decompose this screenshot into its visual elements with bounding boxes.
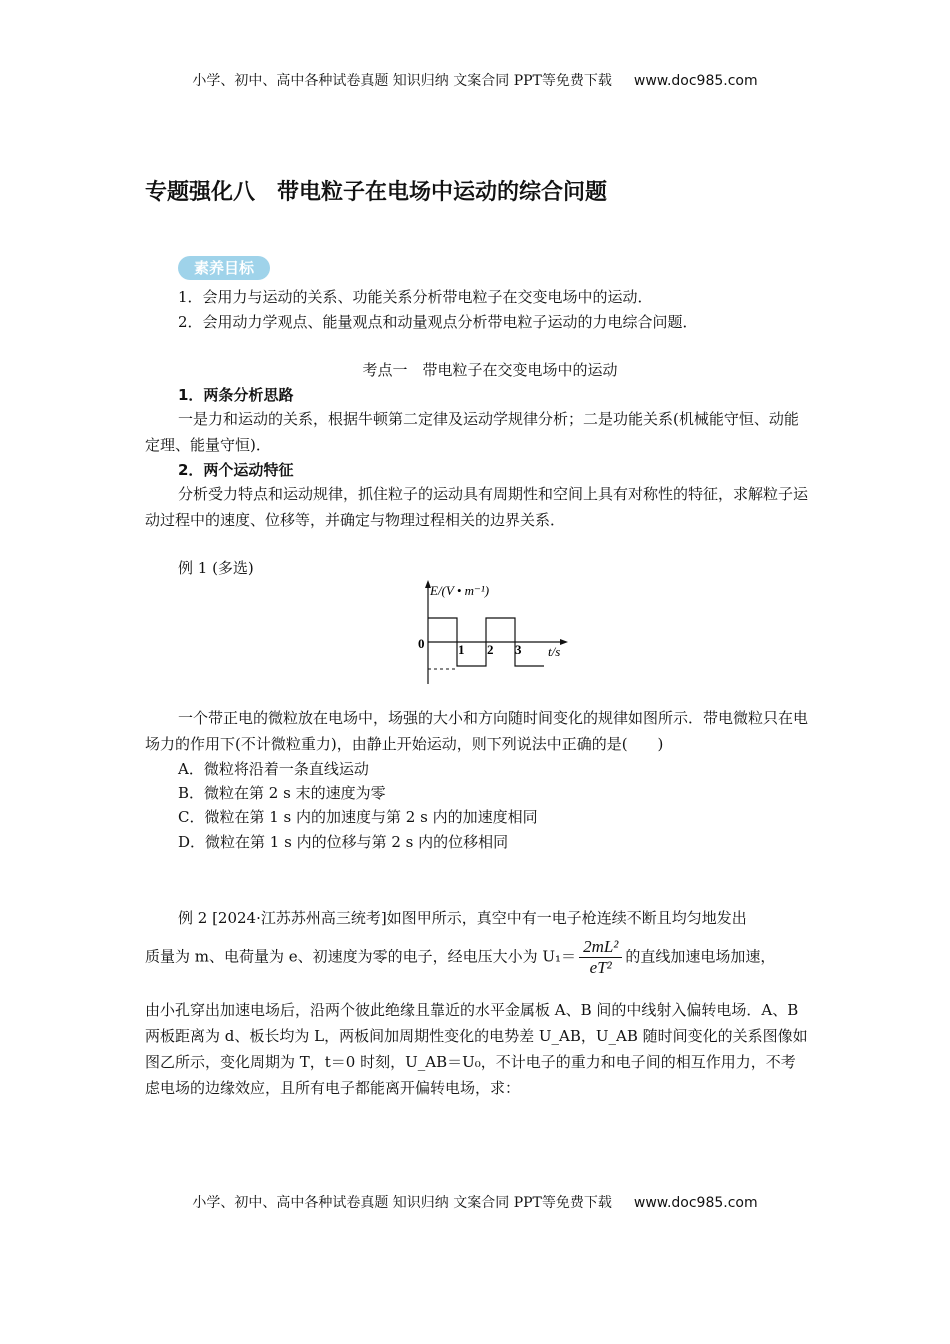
example2-line2-after: 的直线加速电场加速，: [625, 947, 776, 966]
origin-label: 0: [418, 636, 425, 651]
tick-label-3: 3: [515, 642, 522, 657]
page-title: 专题强化八 带电粒子在电场中运动的综合问题: [145, 180, 608, 205]
example1-stem: 一个带正电的微粒放在电场中，场强的大小和方向随时间变化的规律如图所示．带电微粒只在电场力的作用下(不计微粒重力)，由静止开始运动，则下列说法中正确的是( ): [145, 709, 809, 753]
sub1-heading: 1．两条分析思路: [178, 386, 294, 404]
example2-line2-before: 质量为 m、电荷量为 e、初速度为零的电子，经电压大小为 U₁＝: [145, 947, 577, 966]
goal-2: 2．会用动力学观点、能量观点和动量观点分析带电粒子运动的力电综合问题．: [178, 313, 698, 331]
option-d: D．微粒在第 1 s 内的位移与第 2 s 内的位移相同: [178, 833, 509, 851]
example2-line2: [145, 937, 775, 978]
sub1-body: 一是力和运动的关系，根据牛顿第二定律及运动学规律分析；二是功能关系(机械能守恒、动能定理、能量守恒)．: [145, 410, 799, 454]
sub2-body: 分析受力特点和运动规律，抓住粒子的运动具有周期性和空间上具有对称性的特征，求解粒子运动过程中的速度、位移等，并确定与物理过程相关的边界关系．: [145, 485, 809, 529]
x-axis-arrow: [560, 639, 568, 645]
section-heading: 考点一 带电粒子在交变电场中的运动: [362, 361, 618, 379]
footer-text: 小学、初中、高中各种试卷真题 知识归纳 文案合同 PPT等免费下载: [192, 1195, 612, 1211]
option-c: C．微粒在第 1 s 内的加速度与第 2 s 内的加速度相同: [178, 808, 538, 826]
example2-line1: 例 2 [2024·江苏苏州高三统考]如图甲所示，真空中有一电子枪连续不断且均匀地发出: [178, 909, 747, 927]
header-text: 小学、初中、高中各种试卷真题 知识归纳 文案合同 PPT等免费下载: [192, 73, 612, 89]
header-url[interactable]: www.doc985.com: [633, 73, 758, 89]
tick-label-2: 2: [487, 642, 494, 657]
example2-body: 由小孔穿出加速电场后，沿两个彼此绝缘且靠近的水平金属板 A、B 间的中线射入偏转电场．A、B 两板距离为 d、板长均为 L，两板间加周期性变化的电势差 U_AB，U_AB 随时间变化的关系图像如图乙所示，变化周期为 T，t＝0 时刻，U_AB＝U₀，不计电子的重力和电子间的相互作用力，不考虑电场的边缘效应，且所有电子都能离开偏转电场，求：: [145, 1001, 808, 1097]
page-footer: [0, 1192, 950, 1212]
option-a: A．微粒将沿着一条直线运动: [178, 760, 369, 778]
fraction-denominator: eT²: [589, 958, 612, 977]
goal-1: 1．会用力与运动的关系、功能关系分析带电粒子在交变电场中的运动．: [178, 288, 653, 306]
page-header: [0, 70, 950, 90]
sub2-heading: 2．两个运动特征: [178, 461, 294, 479]
goals-badge: 素养目标: [178, 256, 270, 280]
fraction-numerator: 2mL²: [579, 937, 622, 958]
option-b: B．微粒在第 2 s 末的速度为零: [178, 784, 386, 802]
example1-label: 例 1 (多选): [178, 559, 254, 577]
x-axis-label: t/s: [548, 644, 561, 659]
y-axis-label: E/(V • m⁻¹): [430, 583, 490, 598]
u1-fraction: [579, 937, 622, 978]
tick-label-1: 1: [458, 642, 465, 657]
example1-chart: [410, 578, 580, 690]
footer-url[interactable]: www.doc985.com: [633, 1195, 758, 1211]
